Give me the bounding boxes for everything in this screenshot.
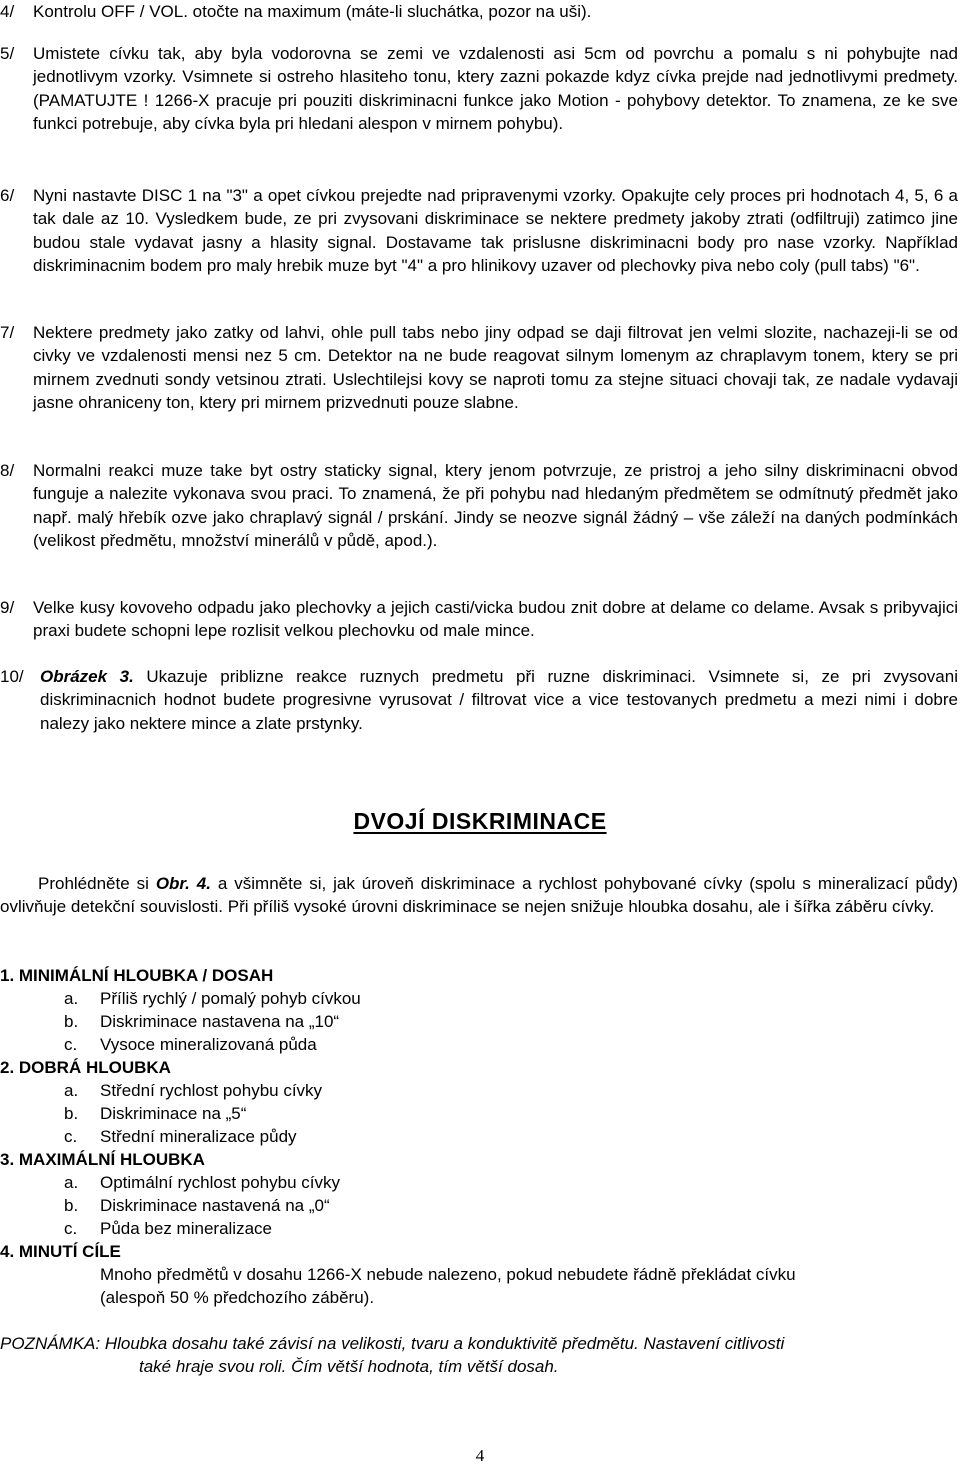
list-marker: b. [64,1196,79,1215]
list-marker: b. [64,1104,79,1123]
section-detail: (alespoň 50 % předchozího záběru). [100,1288,375,1307]
figure-reference: Obr. 4. [155,874,211,893]
list-item [0,1171,958,1194]
item-4 [0,0,958,24]
list-marker: c. [64,1219,78,1238]
section-title: 2. DOBRÁ HLOUBKA [0,1058,171,1077]
item-number: 8/ [0,461,15,480]
list-item [0,1033,958,1056]
note [0,1332,958,1378]
item-number: 9/ [0,598,15,617]
list-item-text: Vysoce mineralizovaná půda [100,1035,317,1054]
list-item [0,1079,958,1102]
list-marker: a. [64,1081,79,1100]
list-item [0,1102,958,1125]
item-text: Nyni nastavte DISC 1 na "3" a opet cívkou prejedte nad pripravenymi vzorky. Opakujte cely proces pri hodnotach 4, 5, 6 a tak dale az 10. Vysledkem bude, ze pri zvysovani diskriminace se nektere predmety jakoby ztrati (odfiltruji) zatimco jine budou stale vydavat jasny a hlasity signal. Dostavame tak prislusne diskriminacni body pro nase vzorky. Například diskriminacnim bodem pro maly hrebik muze byt "4" a pro hlinikovy uzaver od plechovky piva nebo coly (pull tabs) "6". [33,186,958,276]
section-title: 4. MINUTÍ CÍLE [0,1242,121,1261]
item-number: 6/ [0,186,15,205]
list-item [0,1010,958,1033]
intro-text-start: Prohlédněte si [38,874,156,893]
item-number: 5/ [0,44,15,63]
list-marker: a. [64,989,79,1008]
list-marker: a. [64,1173,79,1192]
intro-paragraph [0,872,958,919]
item-number: 7/ [0,323,15,342]
list-item-text: Optimální rychlost pohybu cívky [100,1173,340,1192]
page-number: 4 [475,1446,485,1465]
list-item-text: Střední mineralizace půdy [100,1127,297,1146]
list-item [0,1217,958,1240]
item-text: Kontrolu OFF / VOL. otočte na maximum (máte-li sluchátka, pozor na uši). [33,2,592,21]
list-item [0,1125,958,1148]
section-title: 3. MAXIMÁLNÍ HLOUBKA [0,1150,205,1169]
list-item-text: Střední rychlost pohybu cívky [100,1081,323,1100]
section-detail: Mnoho předmětů v dosahu 1266-X nebude nalezeno, pokud nebudete řádně překládat cívku [100,1265,796,1284]
list-item-text: Diskriminace na „5“ [100,1104,247,1123]
note-line: POZNÁMKA: Hloubka dosahu také závisí na velikosti, tvaru a konduktivitě předmětu. Nastavení citlivosti [0,1334,785,1353]
depth-outline [0,964,958,1309]
item-number: 10/ [0,667,24,686]
section-heading: DVOJÍ DISKRIMINACE [353,808,607,834]
list-item-text: Příliš rychlý / pomalý pohyb cívkou [100,989,361,1008]
item-text-rest: Ukazuje priblizne reakce ruznych predmetu při ruzne diskriminaci. Vsimnete si, ze pri zvysovani diskriminacnich hodnot budete progresivne vyrusovat / filtrovat vice a vice testovanych predmetu a mezi nimi i dobre nalezy jako nektere mince a zlate prstynky. [40,667,958,733]
list-marker: c. [64,1127,78,1146]
section-title: 1. MINIMÁLNÍ HLOUBKA / DOSAH [0,966,274,985]
item-text: Umistete cívku tak, aby byla vodorovna se zemi ve vzdalenosti asi 5cm od povrchu a pomalu s ni pohybujte nad jednotlivym vzorky. Vsimnete si ostreho hlasiteho tonu, ktery zazni pokazde kdyz cívka prejde nad jednotlivymi predmety. (PAMATUJTE ! 1266-X pracuje pri pouziti diskriminacni funkce jako Motion - pohybovy detektor. To znamena, ze ke sve funkci potrebuje, aby cívka byla pri hledani alespon v mirnem pohybu). [33,44,958,134]
list-item-text: Diskriminace nastavena na „10“ [100,1012,340,1031]
item-text: Velke kusy kovoveho odpadu jako plechovky a jejich casti/vicka budou znit dobre at delame co delame. Avsak s pribyvajici praxi budete schopni lepe rozlisit velkou plechovku od male mince. [33,598,958,641]
item-text [40,665,958,735]
list-item-text: Půda bez mineralizace [100,1219,272,1238]
item-text: Normalni reakci muze take byt ostry staticky signal, ktery jenom potvrzuje, ze pristroj a jeho silny diskriminacni obvod funguje a nalezite vykonava svou praci. To znamená, že při pohybu nad hledaným předmětem se odmítnutý předmět jako např. malý hřebík ozve jako chraplavý signál / prskání. Jindy se neozve signál žádný – vše záleží na daných podmínkách (velikost předmětu, množství minerálů v půdě, apod.). [33,461,958,551]
list-item [0,987,958,1010]
list-marker: c. [64,1035,78,1054]
list-marker: b. [64,1012,79,1031]
intro-text-rest: a všimněte si, jak úroveň diskriminace a rychlost pohybované cívky (spolu s mineralizací půdy) ovlivňuje detekční souvislosti. Při příliš vysoké úrovni diskriminace se nejen snižuje hloubka dosahu, ale i šířka záběru cívky. [0,874,959,917]
note-line: také hraje svou roli. Čím větší hodnota, tím větší dosah. [139,1357,559,1376]
list-item [0,1194,958,1217]
item-number: 4/ [0,2,15,21]
list-item-text: Diskriminace nastavená na „0“ [100,1196,330,1215]
figure-reference: Obrázek 3. [40,667,134,686]
item-text: Nektere predmety jako zatky od lahvi, ohle pull tabs nebo jiny odpad se daji filtrovat jen velmi slozite, nachazeji-li se od civky ve vzdalenosti mensi nez 5 cm. Detektor na ne bude reagovat silnym lomenym az chraplavym tonem, ktery se pri mirnem zvednuti sondy vetsinou ztrati. Uslechtilejsi kovy se naproti tomu za stejne situaci chovaji tak, ze nadale vydavaji jasne ohraniceny ton, ktery pri mirnem prizvednuti pouze slabne. [33,323,958,413]
